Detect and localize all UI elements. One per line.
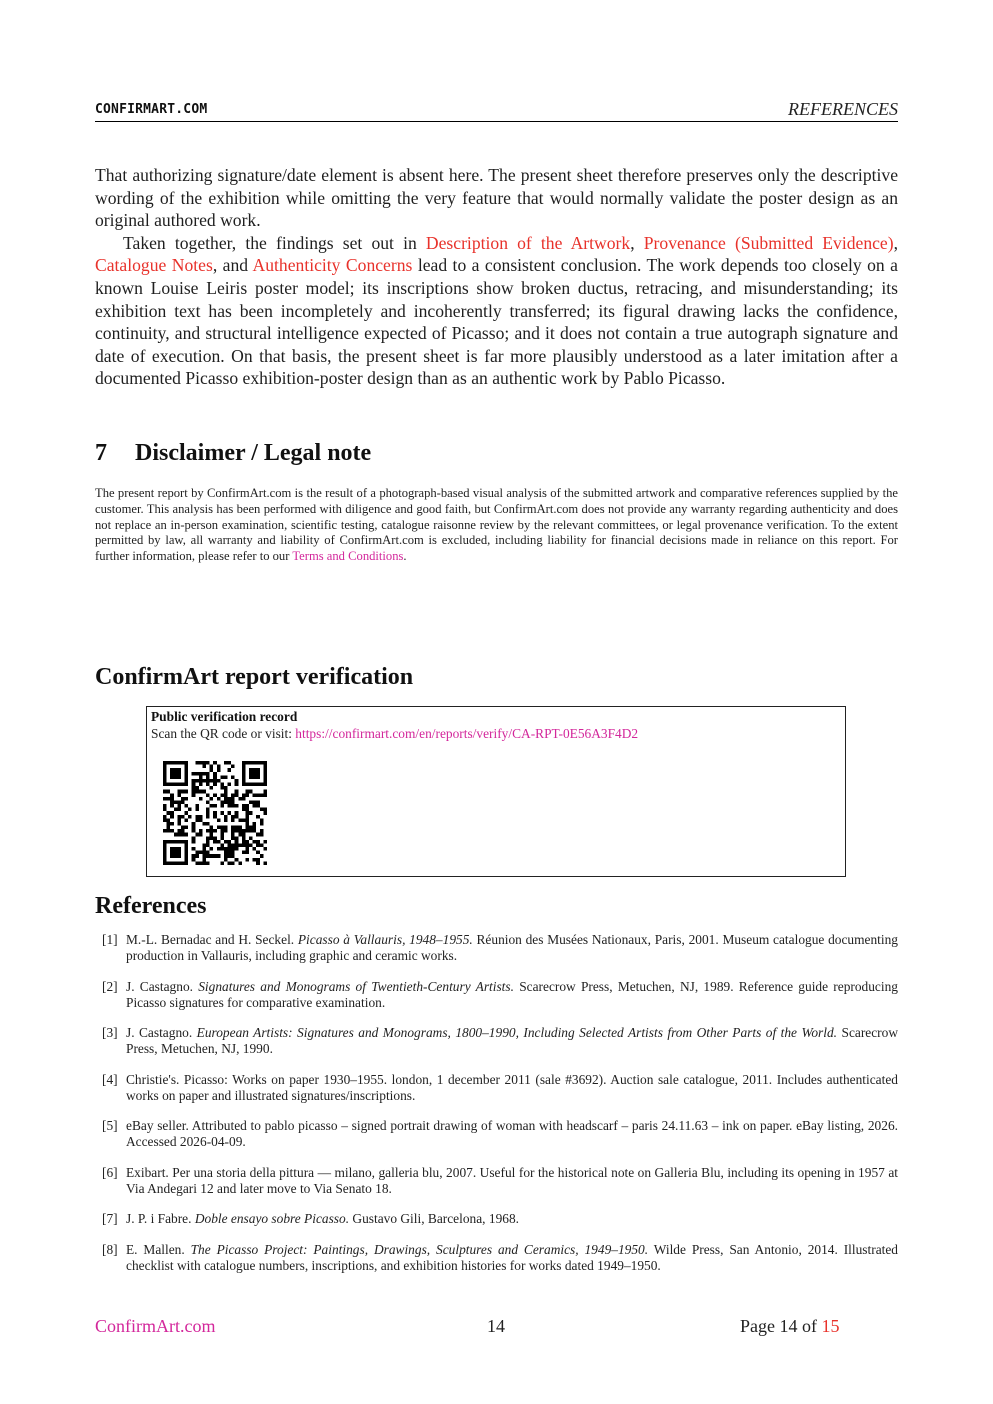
reference-authors: J. Castagno. — [126, 1025, 197, 1040]
section-heading — [95, 440, 371, 467]
crossref-provenance-link[interactable]: Provenance (Submitted Evidence) — [643, 232, 894, 253]
reference-item — [95, 1025, 898, 1057]
verification-heading: ConfirmArt report verification — [95, 664, 414, 690]
reference-label: [2] — [102, 978, 118, 994]
total-pages-link[interactable]: 15 — [821, 1316, 840, 1336]
running-section-title: REFERENCES — [788, 99, 898, 119]
reference-item — [95, 979, 898, 1011]
references-heading: References — [95, 893, 207, 919]
reference-details: Wilde Press, San Antonio, 2014. Illustrated checklist with catalogue numbers, inscriptions, and exhibition histories for works dated 1949–1950. — [126, 1241, 898, 1273]
reference-title: Picasso à Vallauris, 1948–1955. — [297, 932, 473, 947]
reference-item — [95, 932, 898, 964]
footer-page-number: 14 — [487, 1316, 505, 1336]
brand-logo: CONFIRMART.COM — [95, 102, 208, 117]
reference-authors: Exibart. Per una storia della pittura — milano, galleria blu, 2007. Useful for the historical note on Galleria Blu, including its opening in 1957 at Via Andegari 12 and later move to Via Senato 18. — [126, 1164, 898, 1196]
running-header — [95, 99, 898, 122]
section-title: Disclaimer / Legal note — [135, 440, 372, 466]
reference-item — [95, 1165, 898, 1197]
reference-label: [7] — [102, 1211, 118, 1226]
reference-item — [95, 1072, 898, 1104]
reference-authors: J. Castagno. — [126, 978, 199, 994]
reference-label: [6] — [102, 1164, 118, 1180]
footer-page-count: Page 14 of 15 — [740, 1316, 840, 1336]
verification-instructions: Scan the QR code or visit: https://confirmart.com/en/reports/verify/CA-RPT-0E56A3F4D2 — [151, 726, 639, 741]
crossref-description-link[interactable]: Description of the Artwork — [425, 232, 631, 253]
section-number: 7 — [95, 440, 107, 466]
conclusion-text — [95, 164, 898, 390]
disclaimer-text: The present report by ConfirmArt.com is the result of a photograph-based visual analysis of the submitted artwork and comparative references supplied by the customer. This analysis has been performed with diligence and good faith, but ConfirmArt.com does not provide any warranty regarding authenticity and does not replace an in-person examination, scientific testing, catalogue raisonne review by the relevant committees, or legal provenance verification. To the extent permitted by law, all warranty and liability of ConfirmArt.com is excluded, including liability for financial decisions made in reliance on this report. For further information, please refer to our Terms and Conditions. — [95, 486, 898, 564]
terms-link[interactable]: Terms and Conditions — [292, 549, 404, 564]
reference-details: Scarecrow Press, Metuchen, NJ, 1989. Reference guide reproducing Picasso signatures for comparative examination. — [126, 978, 898, 1010]
verification-url-link[interactable]: https://confirmart.com/en/reports/verify/CA-RPT-0E56A3F4D2 — [295, 726, 639, 741]
paragraph: That authorizing signature/date element is absent here. The present sheet therefore preserves only the descriptive wording of the exhibition while omitting the very feature that would normally validate the poster design as an original authored work. — [95, 165, 898, 231]
crossref-catalogue-link[interactable]: Catalogue Notes — [95, 255, 213, 276]
crossref-authenticity-link[interactable]: Authenticity Concerns — [252, 255, 413, 276]
reference-details: Gustavo Gili, Barcelona, 1968. — [349, 1211, 519, 1226]
reference-details: Réunion des Musées Nationaux, Paris, 2001. Museum catalogue documenting production in Vallauris, including graphic and ceramic works. — [126, 932, 898, 963]
paragraph: Taken together, the findings set out in Description of the Artwork, Provenance (Submitted Evidence), Catalogue Notes, and Authenticity Concerns lead to a consistent conclusion. The work depends too closely on a known Louise Leiris poster model; its inscriptions show broken ductus, retracing, and misunderstanding; its exhibition text has been incompletely and incoherently transferred; its figural drawing lacks the confidence, continuity, and structural intelligence expected of Picasso; and it does not contain a true autograph signature and date of execution. On that basis, the present sheet is far more plausibly understood as a later imitation after a documented Picasso exhibition-poster design than as an authentic work by Pablo Picasso. — [95, 232, 899, 389]
reference-item — [95, 1242, 898, 1274]
verification-box — [146, 706, 846, 877]
reference-label: [1] — [102, 932, 118, 947]
reference-item — [95, 1118, 898, 1150]
footer-brand-link[interactable]: ConfirmArt.com — [95, 1316, 216, 1336]
reference-label: [5] — [102, 1118, 118, 1133]
reference-label: [4] — [102, 1071, 118, 1087]
reference-label: [8] — [102, 1241, 118, 1257]
reference-authors: J. P. i Fabre. — [126, 1211, 195, 1226]
reference-item — [95, 1211, 898, 1227]
reference-details: Scarecrow Press, Metuchen, NJ, 1990. — [126, 1025, 898, 1056]
reference-label: [3] — [102, 1025, 118, 1040]
reference-list — [95, 932, 898, 1288]
reference-title: Doble ensayo sobre Picasso. — [194, 1211, 350, 1226]
reference-authors: Christie's. Picasso: Works on paper 1930–1955. london, 1 december 2011 (sale #3692). Auction sale catalogue, 2011. Includes authenticated works on paper and illustrated signatures/inscriptions. — [126, 1071, 898, 1103]
reference-title: Signatures and Monograms of Twentieth-Century Artists. — [198, 978, 514, 994]
verification-box-title: Public verification record — [151, 709, 298, 724]
reference-authors: M.-L. Bernadac and H. Seckel. — [126, 932, 298, 947]
reference-authors: E. Mallen. — [126, 1241, 191, 1257]
reference-title: European Artists: Signatures and Monograms, 1800–1990, Including Selected Artists from Other Parts of the World. — [196, 1025, 838, 1040]
reference-authors: eBay seller. Attributed to pablo picasso – signed portrait drawing of woman with headscarf – paris 24.11.63 – ink on paper. eBay listing, 2026. Accessed 2026-04-09. — [126, 1118, 898, 1149]
reference-title: The Picasso Project: Paintings, Drawings, Sculptures and Ceramics, 1949–1950. — [190, 1241, 649, 1257]
qr-code-icon[interactable] — [163, 761, 267, 865]
